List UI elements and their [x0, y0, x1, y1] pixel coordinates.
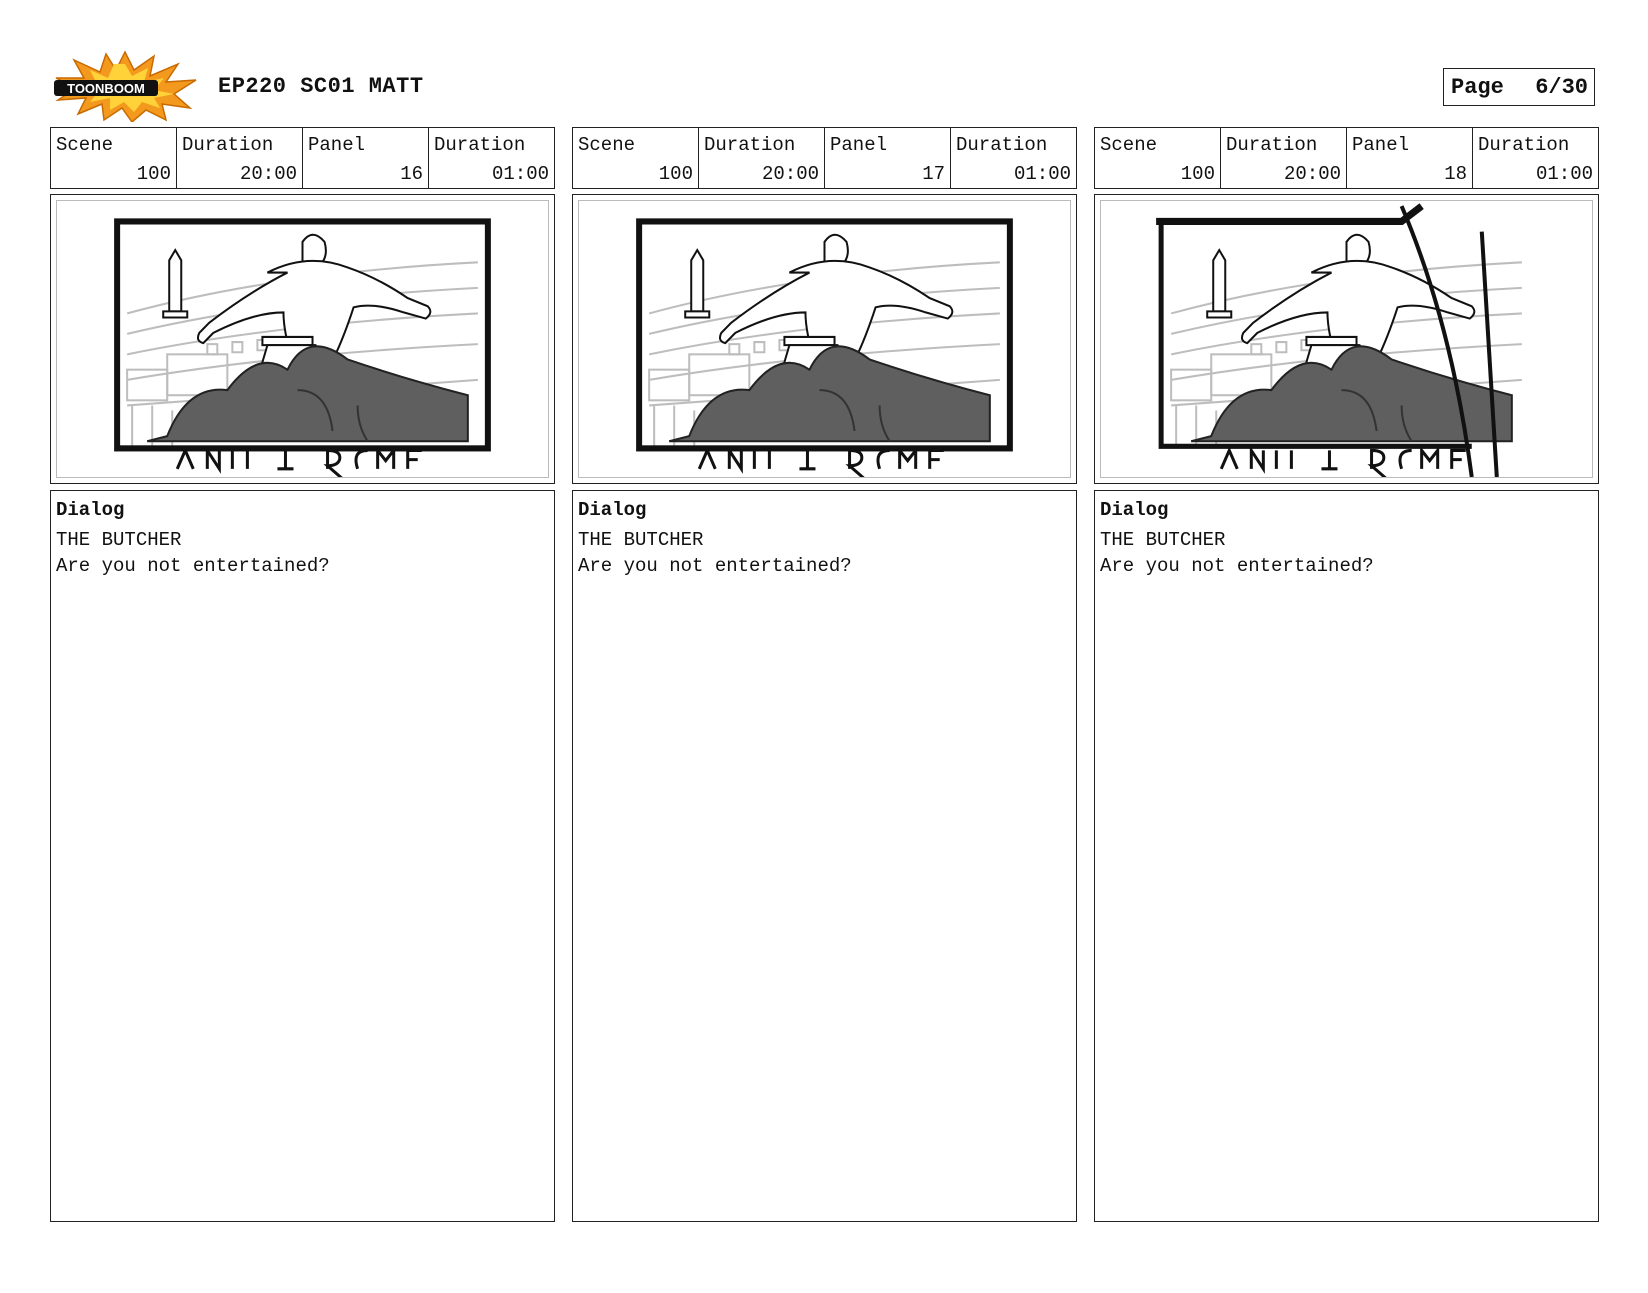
panel-info-row [1094, 127, 1599, 189]
dialog-line: Are you not entertained? [578, 555, 852, 577]
storyboard-panel-3 [1094, 127, 1599, 1222]
gladiator-sketch-icon [579, 201, 1070, 477]
panel-image-frame [572, 194, 1077, 484]
panel-cell [303, 128, 429, 188]
panel-duration-cell [429, 128, 554, 188]
scene-duration-value: 20:00 [1283, 163, 1341, 185]
panel-info-row [50, 127, 555, 189]
scene-label: Scene [56, 134, 114, 156]
scene-cell [1095, 128, 1221, 188]
page-indicator [1443, 68, 1595, 106]
dialog-character: THE BUTCHER [1100, 529, 1226, 551]
gladiator-sketch-image [1100, 200, 1593, 478]
panel-duration-cell [1473, 128, 1598, 188]
dialog-character: THE BUTCHER [56, 529, 182, 551]
page-number: 6/30 [1535, 74, 1588, 100]
panel-duration-value: 01:00 [1013, 163, 1071, 185]
toonboom-logo [50, 50, 200, 122]
panel-value: 18 [1444, 163, 1467, 185]
gladiator-sketch-icon [1101, 201, 1592, 477]
scene-duration-cell [699, 128, 825, 188]
panel-duration-label: Duration [1478, 134, 1570, 156]
panel-cell [825, 128, 951, 188]
page-label: Page [1451, 74, 1504, 100]
document-title: EP220 SC01 MATT [218, 74, 424, 99]
scene-label: Scene [578, 134, 636, 156]
panel-image-frame [50, 194, 555, 484]
scene-duration-cell [1221, 128, 1347, 188]
scene-duration-value: 20:00 [761, 163, 819, 185]
panel-info-row [572, 127, 1077, 189]
panel-cell [1347, 128, 1473, 188]
scene-cell [51, 128, 177, 188]
scene-duration-label: Duration [182, 134, 274, 156]
panel-duration-cell [951, 128, 1076, 188]
dialog-line: Are you not entertained? [1100, 555, 1374, 577]
scene-cell [573, 128, 699, 188]
scene-duration-cell [177, 128, 303, 188]
gladiator-sketch-image [56, 200, 549, 478]
scene-duration-label: Duration [704, 134, 796, 156]
storyboard-panel-1 [50, 127, 555, 1222]
panel-label: Panel [830, 134, 888, 156]
scene-value: 100 [658, 163, 693, 185]
dialog-character: THE BUTCHER [578, 529, 704, 551]
panel-value: 17 [922, 163, 945, 185]
dialog-label: Dialog [1100, 499, 1169, 521]
storyboard-panel-2 [572, 127, 1077, 1222]
dialog-label: Dialog [56, 499, 125, 521]
panel-value: 16 [400, 163, 423, 185]
scene-duration-label: Duration [1226, 134, 1318, 156]
scene-duration-value: 20:00 [239, 163, 297, 185]
gladiator-sketch-image [578, 200, 1071, 478]
scene-label: Scene [1100, 134, 1158, 156]
dialog-box [1094, 490, 1599, 1222]
dialog-label: Dialog [578, 499, 647, 521]
scene-value: 100 [136, 163, 171, 185]
panel-duration-value: 01:00 [1535, 163, 1593, 185]
dialog-line: Are you not entertained? [56, 555, 330, 577]
dialog-box [50, 490, 555, 1222]
logo-text: TOONBOOM [67, 81, 145, 96]
panel-label: Panel [1352, 134, 1410, 156]
panel-duration-label: Duration [434, 134, 526, 156]
gladiator-sketch-icon [57, 201, 548, 477]
panel-image-frame [1094, 194, 1599, 484]
scene-value: 100 [1180, 163, 1215, 185]
dialog-box [572, 490, 1077, 1222]
panel-duration-label: Duration [956, 134, 1048, 156]
panel-duration-value: 01:00 [491, 163, 549, 185]
panel-label: Panel [308, 134, 366, 156]
